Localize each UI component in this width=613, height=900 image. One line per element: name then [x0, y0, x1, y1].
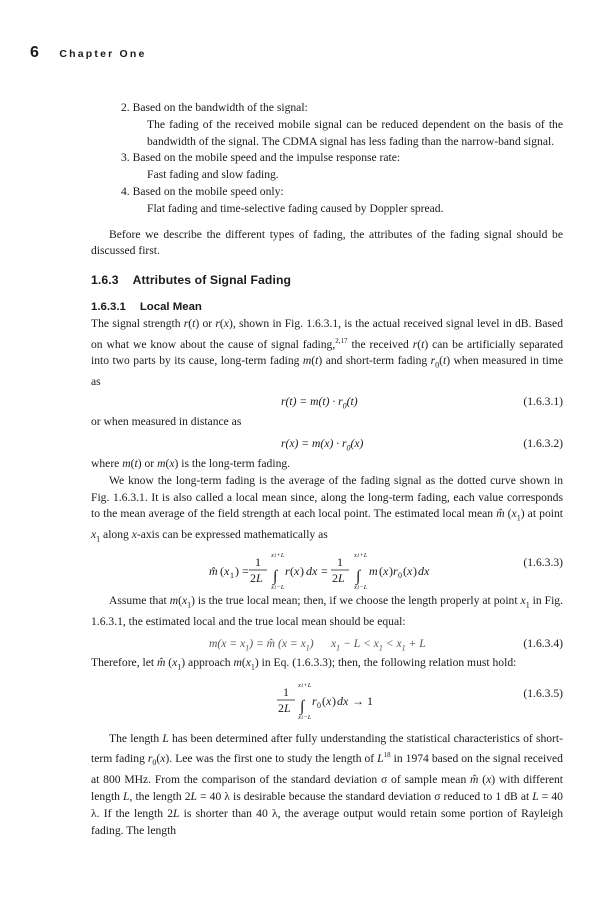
- list-item-head: 3. Based on the mobile speed and the impulse response rate:: [121, 151, 401, 165]
- list-item-text: Fast fading and slow fading.: [147, 168, 279, 182]
- svg-text:x: x: [326, 693, 332, 708]
- section-heading: 1.6.3 Attributes of Signal Fading: [91, 273, 292, 288]
- svg-text:x: x: [407, 563, 413, 578]
- svg-text:0: 0: [398, 570, 402, 580]
- svg-text:m̂: m̂: [209, 563, 218, 578]
- svg-text:m: m: [369, 563, 378, 578]
- svg-text:∫: ∫: [273, 567, 278, 585]
- svg-text:1: 1: [255, 554, 261, 569]
- svg-text:(: (: [379, 563, 383, 578]
- svg-text:(: (: [322, 693, 326, 708]
- paragraph-signal-strength: The signal strength r(t) or r(x), shown in Fig. 1.6.3.1, is the actual received signal level in dB. Based on what we know about the cause of signal fading,$^{2,17}$ the received r(t) can be artificially separated into two parts by its cause, long-term fading m(t) and short-term fading $r_0(t)$ when measured in time as: [91, 316, 563, 389]
- equation-label: (1.6.3.1): [523, 395, 563, 409]
- svg-text:0: 0: [317, 700, 321, 710]
- list-item: [121, 100, 563, 150]
- equation-1-6-3-5: [91, 677, 563, 723]
- svg-text:∫: ∫: [300, 697, 305, 715]
- svg-text:(: (: [220, 563, 224, 578]
- svg-text:r: r: [312, 693, 317, 708]
- paragraph-local-mean: We know the long-term fading is the average of the fading signal as the dotted curve shown in Fig. 1.6.3.1. It is also called a local mean since, along the long-term fading, each value corresponds to the mean average of the field strength at each local point. The estimated local mean m̂ $(x_1)$ at point $x_1$ along x-axis can be expressed mathematically as: [91, 473, 563, 544]
- svg-text:x: x: [294, 563, 300, 578]
- svg-text:x1+L: x1+L: [271, 551, 285, 559]
- svg-text:(: (: [403, 563, 407, 578]
- page-body: [91, 100, 563, 840]
- svg-text:): ): [332, 693, 336, 708]
- svg-text:x1−L: x1−L: [354, 583, 368, 591]
- equation-1-6-3-4: $m(x = x_1)$ = m̂ $(x = x_1)$ $x_1 - L < x_1 < x_1 + L$ (1.6.3.4): [209, 637, 563, 653]
- svg-text:2L: 2L: [332, 570, 345, 585]
- svg-text:dx: dx: [337, 693, 349, 708]
- svg-text:2L: 2L: [250, 570, 263, 585]
- svg-text:(: (: [290, 563, 294, 578]
- svg-text:x1+L: x1+L: [298, 681, 312, 689]
- svg-text:∫: ∫: [356, 567, 361, 585]
- page-number: 6: [30, 44, 39, 61]
- list-item: [121, 150, 563, 184]
- list-item-head: 2. Based on the bandwidth of the signal:: [121, 101, 308, 114]
- list-item-text: Flat fading and time-selective fading caused by Doppler spread.: [147, 201, 444, 215]
- list-item-text: The fading of the received mobile signal can be reduced dependent on the basis of the bandwidth of the signal. The CDMA signal has less fading than the narrow-band signal.: [147, 117, 563, 148]
- equation-1-6-3-1: $r(t) = m(t) \cdot r_0(t)$ (1.6.3.1): [281, 395, 563, 411]
- equation-label: (1.6.3.2): [523, 436, 563, 450]
- svg-text:r: r: [285, 563, 290, 578]
- equation-label: (1.6.3.5): [523, 686, 563, 700]
- chapter-title: Chapter One: [59, 48, 147, 60]
- paragraph-where: where m(t) or m(x) is the long-term fading.: [91, 456, 291, 470]
- svg-text:→ 1: → 1: [352, 693, 373, 708]
- svg-text:x1−L: x1−L: [271, 583, 285, 591]
- svg-text:): ): [300, 563, 304, 578]
- equation-label: (1.6.3.4): [523, 637, 563, 651]
- svg-text:1: 1: [283, 684, 289, 699]
- list-item: [121, 184, 563, 218]
- equation-1-6-3-3: [91, 549, 563, 593]
- svg-text:) =: ) =: [235, 563, 249, 578]
- svg-text:dx: dx: [306, 563, 318, 578]
- svg-text:x: x: [224, 563, 230, 578]
- svg-text:): ): [389, 563, 393, 578]
- svg-text:r: r: [393, 563, 398, 578]
- paragraph-or: or when measured in distance as: [91, 415, 242, 429]
- svg-text:2L: 2L: [278, 700, 291, 715]
- svg-text:=: =: [321, 563, 328, 578]
- list-item-head: 4. Based on the mobile speed only:: [121, 184, 284, 198]
- svg-text:x1+L: x1+L: [354, 551, 368, 559]
- svg-text:x1−L: x1−L: [298, 713, 312, 721]
- equation-label: (1.6.3.3): [523, 555, 563, 569]
- svg-text:): ): [413, 563, 417, 578]
- fading-list: [91, 100, 563, 218]
- paragraph-assume: Assume that $m(x_1)$ is the true local mean; then, if we choose the length properly at point $x_1$ in Fig. 1.6.3.1, the estimated local and the true local mean should be equal:: [91, 593, 564, 628]
- equation-1-6-3-2: $r(x) = m(x) \cdot r_0(x)$ (1.6.3.2): [281, 436, 563, 453]
- paragraph-length: The length L has been determined after fully understanding the statistical characteristics of short-term fading $r_0(x)$. Lee was the first one to study the length of $L^{18}$ in 1974 based on the signal received at 800 MHz. From the comparison of the standard deviation σ of sample mean m̂ (x) with different length L, the length 2L = 40 λ is desirable because the standard deviation σ reduced to 1 dB at L = 40 λ. If the length 2L is shorter than 40 λ, the average output would retain some portion of Rayleigh fading. The length: [91, 731, 563, 837]
- intro-paragraph: Before we describe the different types of fading, the attributes of the fading signal should be discussed first.: [91, 227, 563, 258]
- subsection-heading: 1.6.3.1 Local Mean: [91, 300, 202, 313]
- svg-text:dx: dx: [418, 563, 430, 578]
- svg-text:1: 1: [337, 554, 343, 569]
- running-header: [30, 44, 147, 62]
- paragraph-therefore: Therefore, let m̂ $(x_1)$ approach $m(x_1)$ in Eq. (1.6.3.3); then, the following relation must hold:: [91, 656, 517, 672]
- svg-text:x: x: [383, 563, 389, 578]
- svg-text:1: 1: [230, 570, 234, 580]
